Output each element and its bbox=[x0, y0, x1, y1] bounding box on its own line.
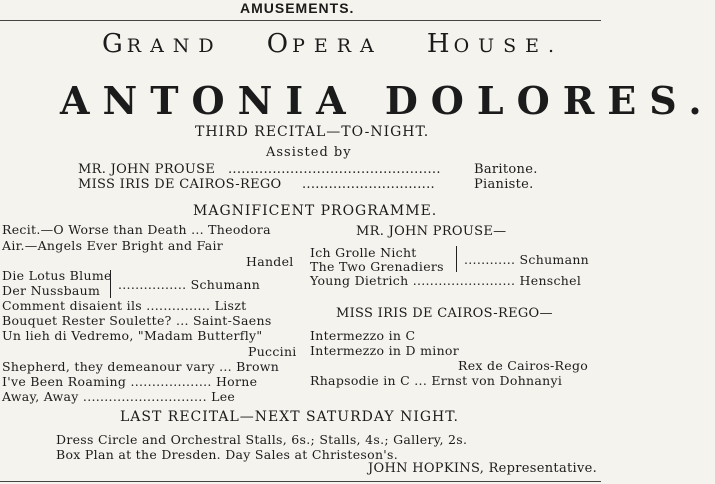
programme-item: Young Dietrich ........................ Henschel bbox=[310, 273, 582, 288]
programme-item: Recit.—O Worse than Death ... Theodora bbox=[2, 222, 271, 237]
assistant-role: Baritone. bbox=[474, 162, 538, 177]
artist-name: ANTONIA DOLORES. bbox=[60, 78, 715, 123]
programme-item: Die Lotus Blume bbox=[2, 268, 112, 283]
programme-item: Air.—Angels Ever Bright and Fair bbox=[2, 238, 224, 253]
programme-item: Shepherd, they demeanour vary ... Brown bbox=[2, 359, 280, 374]
assistant-role: Pianiste. bbox=[474, 177, 534, 192]
programme-composer: Puccini bbox=[248, 344, 297, 359]
assistant-name: MISS IRIS DE CAIROS-REGO bbox=[78, 177, 282, 192]
box-plan: Box Plan at the Dresden. Day Sales at Christeson's. bbox=[56, 447, 399, 462]
assisted-by: Assisted by bbox=[266, 145, 352, 160]
programme-composer: Rex de Cairos-Rego bbox=[458, 358, 589, 373]
programme-heading: MAGNIFICENT PROGRAMME. bbox=[193, 203, 438, 219]
programme-item: Ich Grolle Nicht bbox=[310, 245, 417, 260]
programme-item: Un lieh di Vedremo, "Madam Butterfly" bbox=[2, 328, 263, 343]
recital-line: THIRD RECITAL—TO-NIGHT. bbox=[195, 124, 430, 140]
programme-item: Intermezzo in C bbox=[310, 328, 416, 343]
section-heading: AMUSEMENTS. bbox=[240, 0, 355, 16]
brace bbox=[456, 246, 457, 272]
programme-composer: Handel bbox=[246, 254, 294, 269]
brace bbox=[110, 270, 111, 298]
programme-composer: ............ Schumann bbox=[464, 252, 590, 267]
venue-initial-h: H bbox=[426, 29, 454, 59]
assistant-name: MR. JOHN PROUSE bbox=[78, 162, 216, 177]
top-divider bbox=[0, 20, 601, 21]
programme-item: I've Been Roaming ................... Horne bbox=[2, 374, 258, 389]
programme-composer: ................ Schumann bbox=[118, 277, 261, 292]
venue-word-rest: RAND bbox=[126, 35, 223, 57]
performer-heading: MR. JOHN PROUSE— bbox=[356, 224, 507, 239]
programme-item: Intermezzo in D minor bbox=[310, 343, 460, 358]
prices: Dress Circle and Orchestral Stalls, 6s.; Stalls, 4s.; Gallery, 2s. bbox=[56, 432, 468, 447]
representative: JOHN HOPKINS, Representative. bbox=[368, 461, 598, 476]
venue-title bbox=[102, 29, 563, 59]
programme-item: Der Nussbaum bbox=[2, 283, 101, 298]
last-recital: LAST RECITAL—NEXT SATURDAY NIGHT. bbox=[120, 409, 459, 425]
venue-initial-o: O bbox=[266, 29, 293, 59]
assistant-dots: ................................................ bbox=[228, 162, 441, 177]
programme-item: Comment disaient ils ............... Liszt bbox=[2, 298, 247, 313]
venue-word-rest: OUSE. bbox=[453, 35, 564, 57]
performer-heading: MISS IRIS DE CAIROS-REGO— bbox=[336, 306, 553, 321]
assistant-dots: .............................. bbox=[302, 177, 435, 192]
bottom-divider bbox=[0, 481, 601, 482]
programme-item: Rhapsodie in C ... Ernst von Dohnanyi bbox=[310, 373, 563, 388]
programme-item: The Two Grenadiers bbox=[310, 259, 444, 274]
programme-item: Away, Away ............................. Lee bbox=[2, 389, 236, 404]
venue-initial-g: G bbox=[102, 29, 127, 59]
venue-word-rest: PERA bbox=[292, 35, 383, 57]
programme-item: Bouquet Rester Soulette? ... Saint-Saens bbox=[2, 313, 272, 328]
